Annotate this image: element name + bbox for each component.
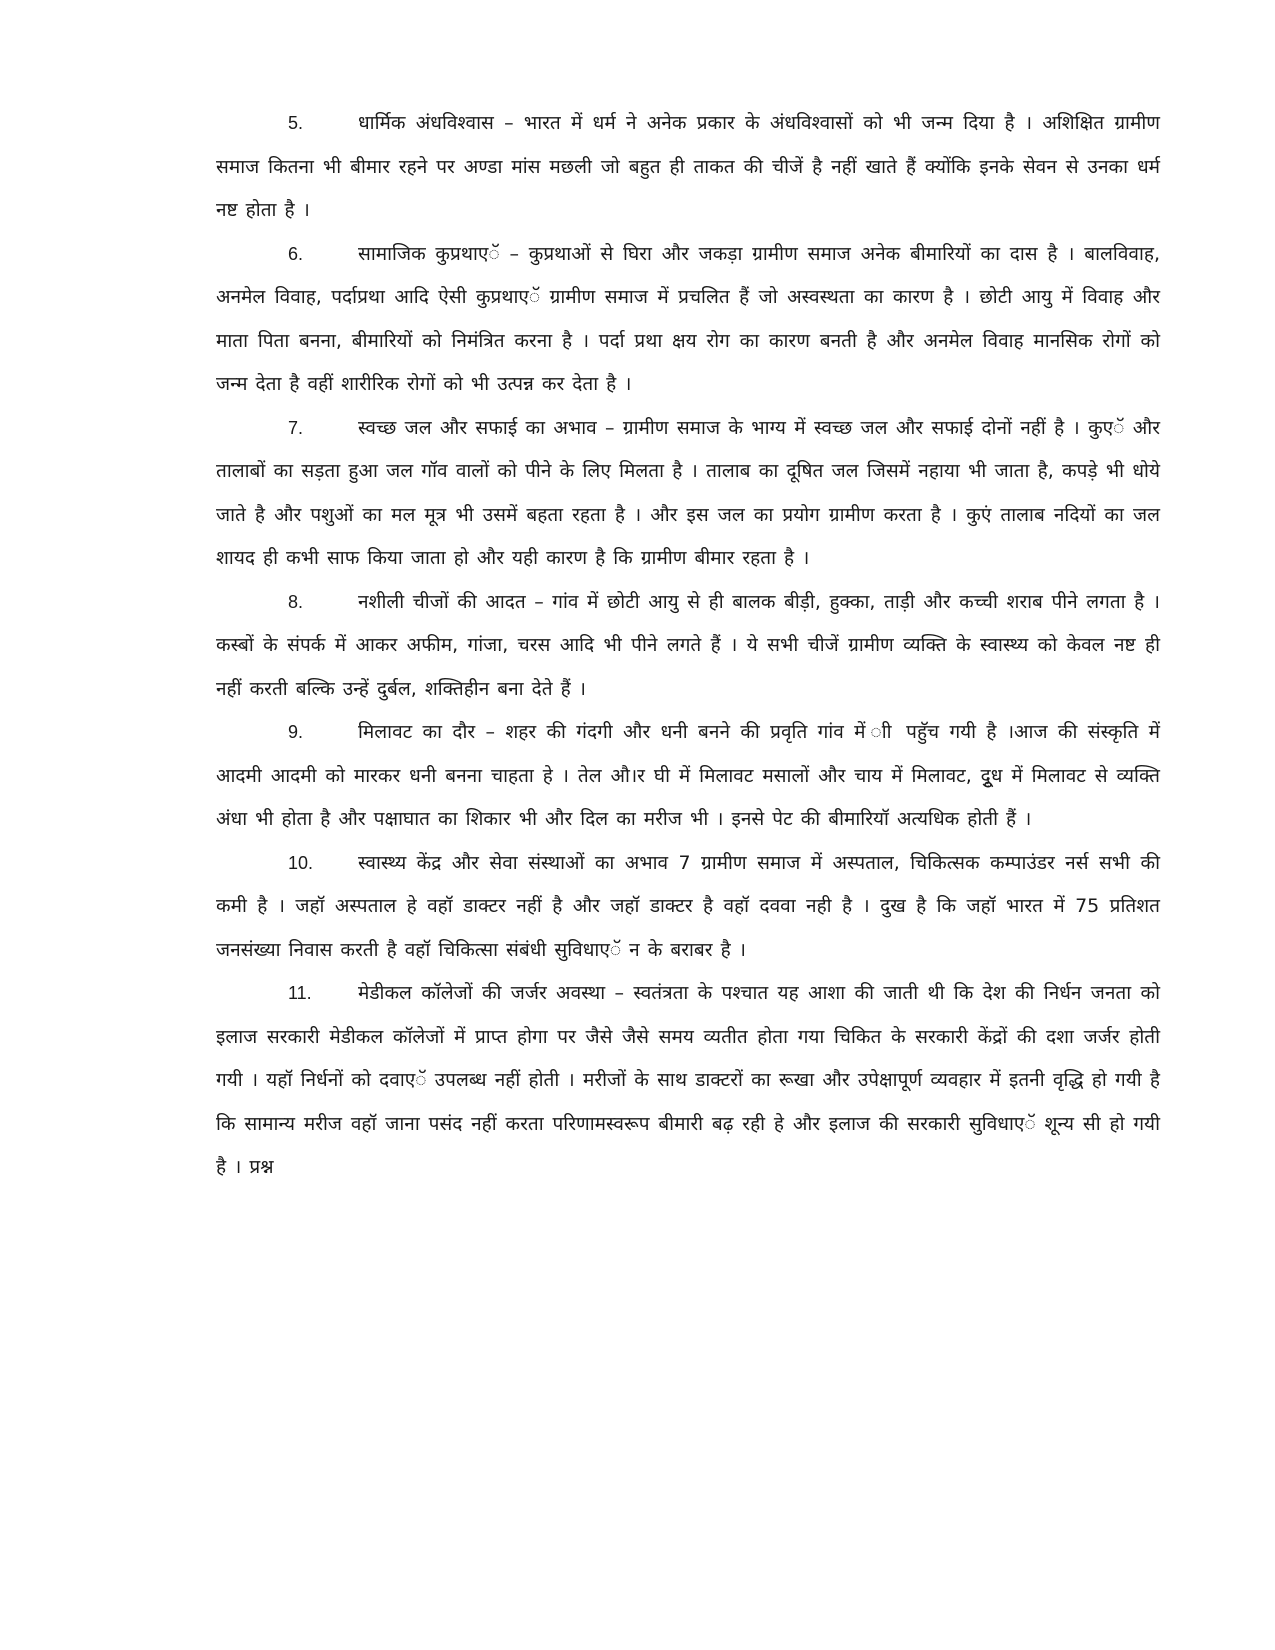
paragraph-text: स्वच्छ जल और सफाई का अभाव – ग्रामीण समाज के भाग्य में स्वच्छ जल और सफाई दोनों नहीं है । कुएॅ और तालाबों का सड़ता हुआ जल गॉव वालों को पीने के लिए मिलता है । तालाब का दूषित जल जिसमें नहाया भी जाता है, कपड़े भी धोये जाते है और पशुओं का मल मूत्र भी उसमें बहता रहता है । और इस जल का प्रयोग ग्रामीण करता है । कुएं तालाब नदियों का जल शायद ही कभी साफ किया जाता हो और यही कारण है कि ग्रामीण बीमार रहता है । <box>216 416 1160 569</box>
paragraph-6 <box>216 233 1160 407</box>
paragraph-9 <box>216 711 1160 842</box>
paragraph-number: 5. <box>288 113 304 133</box>
paragraph-5 <box>216 102 1160 233</box>
paragraph-number: 9. <box>288 722 304 742</box>
paragraph-number: 10. <box>288 852 314 873</box>
page-body <box>216 102 1160 1190</box>
paragraph-number: 7. <box>288 417 304 438</box>
paragraph-text: सामाजिक कुप्रथाएॅ – कुप्रथाओं से घिरा और जकड़ा ग्रामीण समाज अनेक बीमारियों का दास है । बालविवाह, अनमेल विवाह, पर्दाप्रथा आदि ऐसी कुप्रथाएॅ ग्रामीण समाज में प्रचलित हैं जो अस्वस्थता का कारण है । छोटी आयु में विवाह और माता पिता बनना, बीमारियों को निमंत्रित करना है । पर्दा प्रथा क्षय रोग का कारण बनती है और अनमेल विवाह मानसिक रोगों को जन्म देता है वहीं शारीरिक रोगों को भी उत्पन्न कर देता है । <box>216 242 1160 395</box>
paragraph-text: स्वास्थ्य केंद्र और सेवा संस्थाओं का अभाव 7 ग्रामीण समाज में अस्पताल, चिकित्सक कम्पाउंडर नर्स सभी की कमी है । जहॉ अस्पताल हे वहॉ डाक्टर नहीं है और जहॉ डाक्टर है वहॉ दववा नही है । दुख है कि जहॉ भारत में 75 प्रतिशत जनसंख्या निवास करती है वहॉ चिकित्सा संबंधी सुविधाएॅ न के बराबर है । <box>216 851 1160 961</box>
paragraph-text: नशीली चीजों की आदत – गांव में छोटी आयु से ही बालक बीड़ी, हुक्का, ताड़ी और कच्ची शराब पीने लगता है । कस्बों के संपर्क में आकर अफीम, गांजा, चरस आदि भी पीने लगते हैं । ये सभी चीजें ग्रामीण व्यक्ति के स्वास्थ्य को केवल नष्ट ही नहीं करती बल्कि उन्हें दुर्बल, शक्तिहीन बना देते हैं । <box>216 590 1160 700</box>
paragraph-number: 6. <box>288 243 304 264</box>
paragraph-text: मिलावट का दौर – शहर की गंदगी और धनी बनने की प्रवृति गांव में ाी पहुॅच गयी है ।आज की संस्कृति में आदमी आदमी को मारकर धनी बनना चाहता हे । तेल औ।र घी में मिलावट मसालों और चाय में मिलावट, दुूध में मिलावट से व्यक्ति अंधा भी होता है और पक्षाघात का शिकार भी और दिल का मरीज भी । इनसे पेट की बीमारियॉ अत्यधिक होती हैं । <box>216 721 1160 830</box>
paragraph-number: 11. <box>288 983 312 1003</box>
paragraph-10 <box>216 842 1160 973</box>
paragraph-text: मेडीकल कॉलेजों की जर्जर अवस्था – स्वतंत्रता के पश्चात यह आशा की जाती थी कि देश की निर्धन जनता को इलाज सरकारी मेडीकल कॉलेजों में प्राप्त होगा पर जैसे जैसे समय व्यतीत होता गया चिकित के सरकारी केंद्रों की दशा जर्जर होती गयी । यहॉ निर्धनों को दवाएॅ उपलब्ध नहीं होती । मरीजों के साथ डाक्टरों का रूखा और उपेक्षापूर्ण व्यवहार में इतनी वृद्धि हो गयी है कि सामान्य मरीज वहॉ जाना पसंद नहीं करता परिणामस्वरूप बीमारी बढ़ रही हे और इलाज की सरकारी सुविधाएॅ शून्य सी हो गयी है । प्रश्न <box>216 982 1160 1178</box>
paragraph-8 <box>216 581 1160 712</box>
paragraph-11 <box>216 972 1160 1190</box>
paragraph-7 <box>216 407 1160 581</box>
paragraph-text: धार्मिक अंधविश्वास – भारत में धर्म ने अनेक प्रकार के अंधविश्वासों को भी जन्म दिया है । अशिक्षित ग्रामीण समाज कितना भी बीमार रहने पर अण्डा मांस मछली जो बहुत ही ताकत की चीजें है नहीं खाते हैं क्योंकि इनके सेवन से उनका धर्म नष्ट होता है । <box>216 112 1160 221</box>
paragraph-number: 8. <box>288 591 304 612</box>
